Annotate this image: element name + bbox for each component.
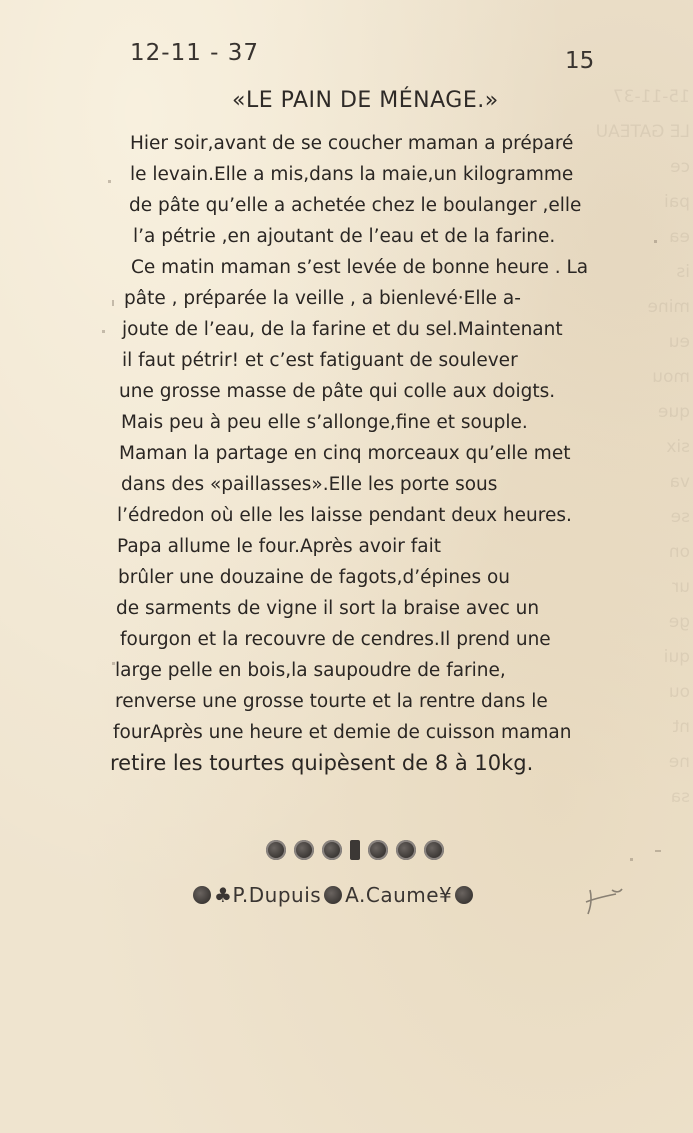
paper-speck [108,180,111,183]
text-line: de sarments de vigne il sort la braise avec un [116,598,540,619]
text-line: Hier soir,avant de se coucher maman a préparé [130,133,574,154]
paper-speck [112,300,114,306]
text-line: Maman la partage en cinq morceaux qu’elle met [119,443,571,464]
text-line: une grosse masse de pâte qui colle aux doigts. [119,381,556,402]
text-line: fourgon et la recouvre de cendres.Il prend une [120,629,551,650]
text-line: pâte , préparée la veille , a bienlevé·Elle a- [124,288,521,309]
text-line: retire les tourtes quipèsent de 8 à 10kg. [110,751,534,775]
paper-speck [655,850,661,852]
paper-speck [112,662,115,665]
author-credit [190,883,476,907]
text-line: dans des «paillasses».Elle les porte sous [121,474,498,495]
ornament-icon [368,840,388,860]
ornament-icon [266,840,286,860]
text-line: large pelle en bois,la saupoudre de farine, [115,660,506,681]
text-line: Mais peu à peu elle s’allonge,fine et souple. [121,412,528,433]
ornament-icon [322,840,342,860]
text-line: Papa allume le four.Après avoir fait [117,536,441,557]
ornament-row [266,840,444,860]
ornament-icon [324,886,342,904]
ornament-icon [350,840,360,860]
ornament-icon [455,886,473,904]
text-line: renverse une grosse tourte et la rentre dans le [115,691,548,712]
paper-speck [102,330,105,333]
text-line: le levain.Elle a mis,dans la maie,un kilogramme [130,164,574,185]
handwritten-mark [582,884,626,920]
credit-name-second: A.Caume [345,883,440,907]
ornament-icon [193,886,211,904]
text-line: joute de l’eau, de la farine et du sel.Maintenant [122,319,563,340]
credit-name-first: P.Dupuis [232,883,322,907]
paper-speck [630,858,633,861]
ornament-icon [294,840,314,860]
text-line: Ce matin maman s’est levée de bonne heure . La [131,257,589,278]
date-header: 12-11 - 37 [130,40,260,66]
body-paragraph [110,128,673,779]
club-icon: ♣ [214,883,233,907]
text-line: l’édredon où elle les laisse pendant deux heures. [117,505,572,526]
ornament-icon [424,840,444,860]
paper-speck [654,240,657,243]
page-title: «LE PAIN DE MÉNAGE.» [232,88,499,113]
text-line: de pâte qu’elle a achetée chez le boulanger ,elle [129,195,582,216]
ornament-icon: ¥ [439,883,453,907]
text-line: l’a pétrie ,en ajoutant de l’eau et de la farine. [133,226,556,247]
ornament-icon [396,840,416,860]
text-line: fourAprès une heure et demie de cuisson maman [113,722,572,743]
text-line: il faut pétrir! et c’est fatiguant de soulever [122,350,518,371]
show-through-text: 15-11-37 LE GATEAU ce pai ea is mine eu mou que six va se on ur ge qui ou nt ne sa [595,87,690,807]
text-line: brûler une douzaine de fagots,d’épines ou [118,567,511,588]
page-number: 15 [565,48,595,74]
